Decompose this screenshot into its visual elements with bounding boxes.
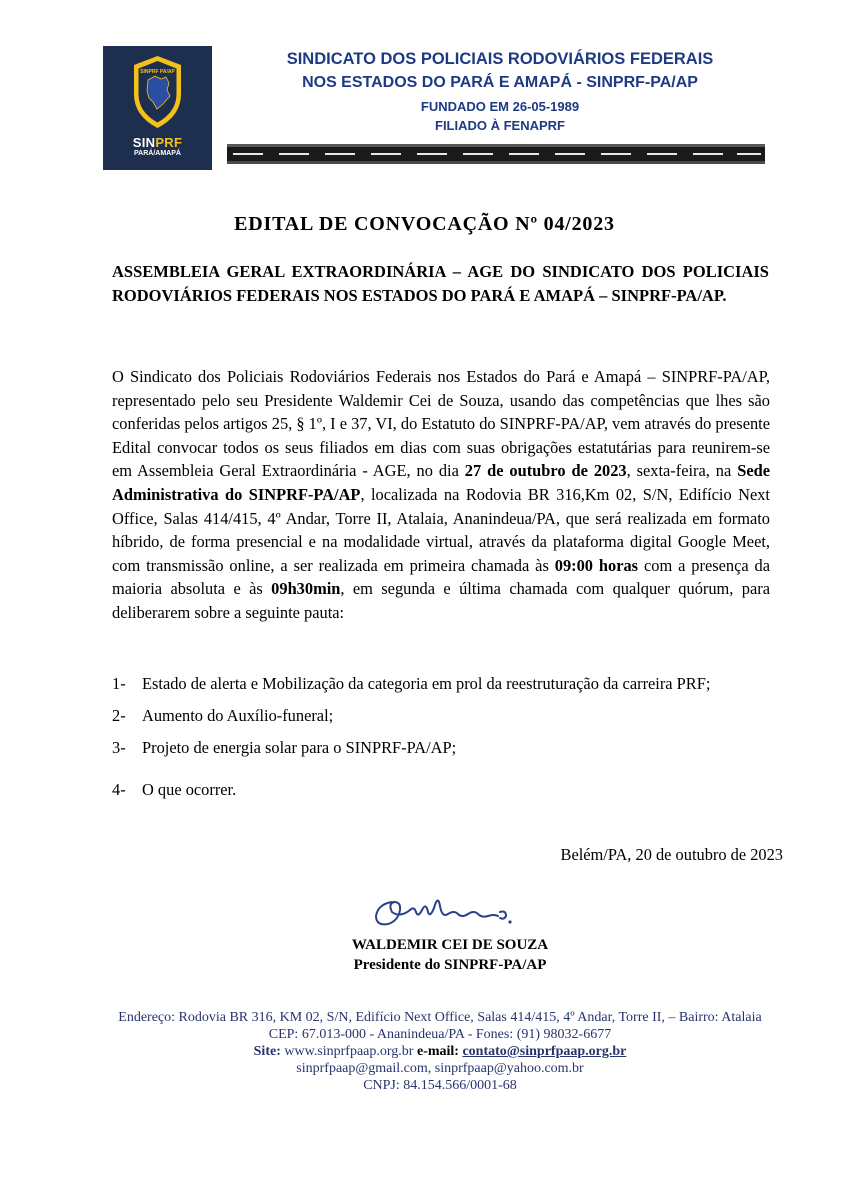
- agenda-item: 4- O que ocorrer.: [112, 780, 237, 799]
- footer-address: Endereço: Rodovia BR 316, KM 02, S/N, Edifício Next Office, Salas 414/415, 4º Andar, Torre II, – Bairro: Atalaia: [118, 1010, 762, 1025]
- convocation-paragraph: O Sindicato dos Policiais Rodoviários Federais nos Estados do Pará e Amapá – SINPRF-PA/AP, representado pelo seu Presidente Waldemir Cei de Souza, usando das competências que lhes são conferidas pelos artigos 25, § 1º, I e 37, VI, do Estatuto do SINPRF-PA/AP, vem através do presente Edital convocar todos os seus filiados em dias com suas obrigações estatutárias para reunirem-se em Assembleia Geral Extraordinária - AGE, no dia 27 de outubro de 2023, sexta-feira, na Sede Administrativa do SINPRF-PA/AP, localizada na Rodovia BR 316,Km 02, S/N, Edifício Next Office, Salas 414/415, 4º Andar, Torre II, Atalaia, Ananindeua/PA, que será realizada em formato híbrido, de forma presencial e na modalidade virtual, através da plataforma digital Google Meet, com transmissão online, a ser realizada em primeira chamada às 09:00 horas com a presença da maioria absoluta e às 09h30min, em segunda e última chamada com qualquer quórum, para deliberarem sobre a seguinte pauta:: [112, 367, 770, 622]
- logo-name: SINPRF: [132, 135, 183, 150]
- footer-cep-phones: CEP: 67.013-000 - Ananindeua/PA - Fones: (91) 98032-6677: [268, 1027, 612, 1042]
- footer: [95, 1009, 785, 1094]
- footer-other-emails: sinprfpaap@gmail.com, sinprfpaap@yahoo.com.br: [296, 1061, 584, 1076]
- org-name-line-1: SINDICATO DOS POLICIAIS RODOVIÁRIOS FEDERAIS: [286, 50, 714, 68]
- signatory-name: WALDEMIR CEI DE SOUZA: [351, 937, 549, 953]
- founded-date: FUNDADO EM 26-05-1989: [420, 99, 580, 114]
- meeting-location: Sede Administrativa do SINPRF-PA/AP: [112, 461, 770, 504]
- footer-contact: Site: www.sinprfpaap.org.br e-mail: contato@sinprfpaap.org.br: [253, 1044, 627, 1059]
- site-link[interactable]: www.sinprfpaap.org.br: [284, 1044, 414, 1059]
- badge-text: SINPRF PA/AP: [140, 69, 175, 75]
- meeting-date: 27 de outubro de 2023: [464, 461, 627, 481]
- sinprf-logo: [103, 46, 212, 170]
- footer-cnpj: CNPJ: 84.154.566/0001-68: [363, 1078, 517, 1093]
- agenda-item: 1- Estado de alerta e Mobilização da categoria em prol da reestruturação da carreira PRF;: [112, 674, 711, 693]
- org-name-line-2: NOS ESTADOS DO PARÁ E AMAPÁ - SINPRF-PA/AP: [302, 74, 698, 91]
- first-call-time: 09:00 horas: [554, 555, 639, 575]
- agenda-item: 3- Projeto de energia solar para o SINPRF-PA/AP;: [112, 738, 457, 757]
- email-link[interactable]: contato@sinprfpaap.org.br: [462, 1044, 627, 1059]
- signatory-role: Presidente do SINPRF-PA/AP: [353, 957, 547, 973]
- agenda-item: 2- Aumento do Auxílio-funeral;: [112, 706, 334, 725]
- assembly-subject: ASSEMBLEIA GERAL EXTRAORDINÁRIA – AGE DO SINDICATO DOS POLICIAIS RODOVIÁRIOS FEDERAIS NOS ESTADOS DO PARÁ E AMAPÁ – SINPRF-PA/AP.: [112, 262, 769, 305]
- date-place: Belém/PA, 20 de outubro de 2023: [560, 845, 783, 864]
- edital-title: EDITAL DE CONVOCAÇÃO Nº 04/2023: [234, 213, 615, 235]
- road-stripe-banner: [227, 144, 765, 164]
- handwritten-signature: [370, 888, 540, 938]
- second-call-time: 09h30min: [271, 579, 341, 599]
- logo-subtitle: PARÁ/AMAPÁ: [134, 150, 181, 157]
- affiliation: FILIADO À FENAPRF: [435, 118, 565, 133]
